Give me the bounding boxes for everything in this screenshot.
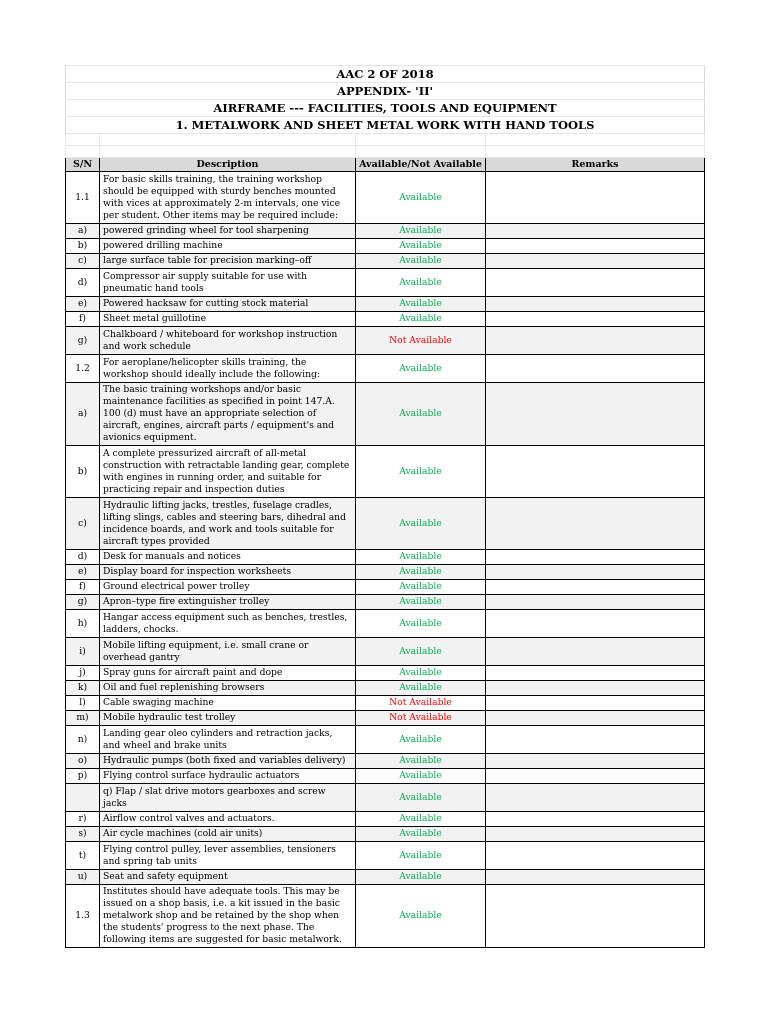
row-remarks: [486, 711, 705, 726]
row-description: Mobile lifting equipment, i.e. small crane or overhead gantry: [100, 638, 356, 666]
row-sn: i): [66, 638, 100, 666]
table-row: [66, 327, 705, 355]
row-availability: Available: [356, 269, 486, 297]
row-sn: d): [66, 550, 100, 565]
row-sn: a): [66, 224, 100, 239]
row-description: large surface table for precision marking–off: [100, 254, 356, 269]
row-sn: m): [66, 711, 100, 726]
table-row: [66, 446, 705, 498]
row-description: Desk for manuals and notices: [100, 550, 356, 565]
row-sn: g): [66, 595, 100, 610]
row-sn: h): [66, 610, 100, 638]
row-availability: Available: [356, 681, 486, 696]
row-description: Institutes should have adequate tools. This may be issued on a shop basis, i.e. a kit issued in the basic metalwork shop and be retained by the shop when the students' progress to the next phase. The following items are suggested for basic metalwork.: [100, 885, 356, 948]
row-description: powered grinding wheel for tool sharpening: [100, 224, 356, 239]
table-row: [66, 784, 705, 812]
row-remarks: [486, 754, 705, 769]
row-availability: Available: [356, 610, 486, 638]
row-description: Flying control surface hydraulic actuators: [100, 769, 356, 784]
table-row: [66, 885, 705, 948]
row-remarks: [486, 681, 705, 696]
row-availability: Available: [356, 297, 486, 312]
table-row: [66, 754, 705, 769]
row-availability: Available: [356, 312, 486, 327]
table-row: [66, 595, 705, 610]
row-availability: Available: [356, 580, 486, 595]
row-availability: Not Available: [356, 696, 486, 711]
row-availability: Available: [356, 498, 486, 550]
row-remarks: [486, 885, 705, 948]
row-sn: [66, 784, 100, 812]
row-remarks: [486, 172, 705, 224]
document-reference: AAC 2 OF 2018: [66, 66, 705, 83]
row-availability: Available: [356, 870, 486, 885]
row-availability: Available: [356, 842, 486, 870]
table-row: [66, 696, 705, 711]
row-sn: t): [66, 842, 100, 870]
row-sn: g): [66, 327, 100, 355]
column-header-remarks: Remarks: [486, 158, 705, 172]
table-row: [66, 666, 705, 681]
table-row: [66, 726, 705, 754]
row-availability: Not Available: [356, 711, 486, 726]
row-availability: Available: [356, 550, 486, 565]
row-sn: l): [66, 696, 100, 711]
row-remarks: [486, 550, 705, 565]
row-remarks: [486, 595, 705, 610]
row-description: Compressor air supply suitable for use with pneumatic hand tools: [100, 269, 356, 297]
row-description: The basic training workshops and/or basic maintenance facilities as specified in point 147.A. 100 (d) must have an appropriate selection of aircraft, engines, aircraft parts / equipment's and avionics equipment.: [100, 383, 356, 446]
table-row: [66, 297, 705, 312]
row-availability: Available: [356, 355, 486, 383]
table-row: [66, 681, 705, 696]
row-sn: k): [66, 681, 100, 696]
row-availability: Available: [356, 638, 486, 666]
row-availability: Available: [356, 812, 486, 827]
table-row: [66, 711, 705, 726]
table-row: [66, 610, 705, 638]
row-description: Apron–type fire extinguisher trolley: [100, 595, 356, 610]
facilities-table: [65, 65, 705, 948]
row-remarks: [486, 784, 705, 812]
row-remarks: [486, 446, 705, 498]
table-row: [66, 239, 705, 254]
row-description: Mobile hydraulic test trolley: [100, 711, 356, 726]
row-description: Cable swaging machine: [100, 696, 356, 711]
row-remarks: [486, 870, 705, 885]
row-remarks: [486, 769, 705, 784]
row-description: Oil and fuel replenishing browsers: [100, 681, 356, 696]
row-description: Spray guns for aircraft paint and dope: [100, 666, 356, 681]
row-description: Air cycle machines (cold air units): [100, 827, 356, 842]
row-sn: b): [66, 239, 100, 254]
row-sn: p): [66, 769, 100, 784]
row-description: powered drilling machine: [100, 239, 356, 254]
table-row: [66, 550, 705, 565]
row-availability: Available: [356, 383, 486, 446]
table-row: [66, 312, 705, 327]
blank-row: [66, 134, 705, 146]
spreadsheet-page: [65, 65, 704, 948]
table-row: [66, 172, 705, 224]
row-remarks: [486, 498, 705, 550]
table-row: [66, 870, 705, 885]
row-availability: Available: [356, 239, 486, 254]
row-sn: a): [66, 383, 100, 446]
row-sn: o): [66, 754, 100, 769]
table-row: [66, 269, 705, 297]
appendix-title: APPENDIX- 'II': [66, 83, 705, 100]
row-remarks: [486, 610, 705, 638]
blank-row: [66, 146, 705, 158]
row-sn: n): [66, 726, 100, 754]
row-description: Seat and safety equipment: [100, 870, 356, 885]
row-availability: Available: [356, 784, 486, 812]
row-description: Airflow control valves and actuators.: [100, 812, 356, 827]
row-sn: f): [66, 580, 100, 595]
row-availability: Available: [356, 446, 486, 498]
subsection-title: 1. METALWORK AND SHEET METAL WORK WITH HAND TOOLS: [66, 117, 705, 134]
row-sn: u): [66, 870, 100, 885]
row-description: Sheet metal guillotine: [100, 312, 356, 327]
row-description: Chalkboard / whiteboard for workshop instruction and work schedule: [100, 327, 356, 355]
row-sn: 1.3: [66, 885, 100, 948]
row-remarks: [486, 269, 705, 297]
column-header-row: [66, 158, 705, 172]
column-header-description: Description: [100, 158, 356, 172]
table-row: [66, 638, 705, 666]
row-availability: Available: [356, 666, 486, 681]
row-remarks: [486, 224, 705, 239]
row-sn: j): [66, 666, 100, 681]
table-row: [66, 842, 705, 870]
row-availability: Available: [356, 595, 486, 610]
row-remarks: [486, 812, 705, 827]
row-sn: c): [66, 498, 100, 550]
row-sn: f): [66, 312, 100, 327]
row-availability: Available: [356, 565, 486, 580]
table-row: [66, 827, 705, 842]
row-sn: 1.2: [66, 355, 100, 383]
row-remarks: [486, 638, 705, 666]
row-remarks: [486, 842, 705, 870]
row-description: Hydraulic pumps (both fixed and variables delivery): [100, 754, 356, 769]
row-sn: b): [66, 446, 100, 498]
row-remarks: [486, 327, 705, 355]
row-description: Flying control pulley, lever assemblies, tensioners and spring tab units: [100, 842, 356, 870]
row-remarks: [486, 355, 705, 383]
row-sn: e): [66, 565, 100, 580]
row-remarks: [486, 383, 705, 446]
row-description: Hangar access equipment such as benches, trestles, ladders, chocks.: [100, 610, 356, 638]
section-title: AIRFRAME --- FACILITIES, TOOLS AND EQUIPMENT: [66, 100, 705, 117]
column-header-availability: Available/Not Available: [356, 158, 486, 172]
row-sn: s): [66, 827, 100, 842]
table-row: [66, 580, 705, 595]
row-remarks: [486, 565, 705, 580]
row-remarks: [486, 297, 705, 312]
row-availability: Available: [356, 885, 486, 948]
row-sn: 1.1: [66, 172, 100, 224]
row-description: q) Flap / slat drive motors gearboxes and screw jacks: [100, 784, 356, 812]
row-description: A complete pressurized aircraft of all-metal construction with retractable landing gear, complete with engines in running order, and suitable for practicing repair and inspection duties: [100, 446, 356, 498]
row-availability: Available: [356, 827, 486, 842]
row-availability: Available: [356, 754, 486, 769]
row-availability: Available: [356, 254, 486, 269]
row-sn: r): [66, 812, 100, 827]
row-availability: Available: [356, 224, 486, 239]
row-description: For aeroplane/helicopter skills training, the workshop should ideally include the following:: [100, 355, 356, 383]
row-remarks: [486, 666, 705, 681]
row-description: Hydraulic lifting jacks, trestles, fuselage cradles, lifting slings, cables and steering bars, dihedral and incidence boards, and work and tools suitable for aircraft types provided: [100, 498, 356, 550]
row-description: Ground electrical power trolley: [100, 580, 356, 595]
table-row: [66, 383, 705, 446]
table-row: [66, 812, 705, 827]
row-availability: Available: [356, 769, 486, 784]
table-row: [66, 355, 705, 383]
row-remarks: [486, 580, 705, 595]
table-row: [66, 254, 705, 269]
table-row: [66, 565, 705, 580]
row-remarks: [486, 239, 705, 254]
row-description: Powered hacksaw for cutting stock material: [100, 297, 356, 312]
row-remarks: [486, 312, 705, 327]
row-sn: c): [66, 254, 100, 269]
row-remarks: [486, 726, 705, 754]
table-row: [66, 769, 705, 784]
row-sn: e): [66, 297, 100, 312]
table-row: [66, 498, 705, 550]
row-remarks: [486, 696, 705, 711]
row-description: For basic skills training, the training workshop should be equipped with sturdy benches mounted with vices at approximately 2-m intervals, one vice per student. Other items may be required include:: [100, 172, 356, 224]
row-availability: Not Available: [356, 327, 486, 355]
row-sn: d): [66, 269, 100, 297]
row-description: Display board for inspection worksheets: [100, 565, 356, 580]
row-remarks: [486, 827, 705, 842]
row-remarks: [486, 254, 705, 269]
row-availability: Available: [356, 726, 486, 754]
row-description: Landing gear oleo cylinders and retraction jacks, and wheel and brake units: [100, 726, 356, 754]
table-row: [66, 224, 705, 239]
column-header-sn: S/N: [66, 158, 100, 172]
row-availability: Available: [356, 172, 486, 224]
